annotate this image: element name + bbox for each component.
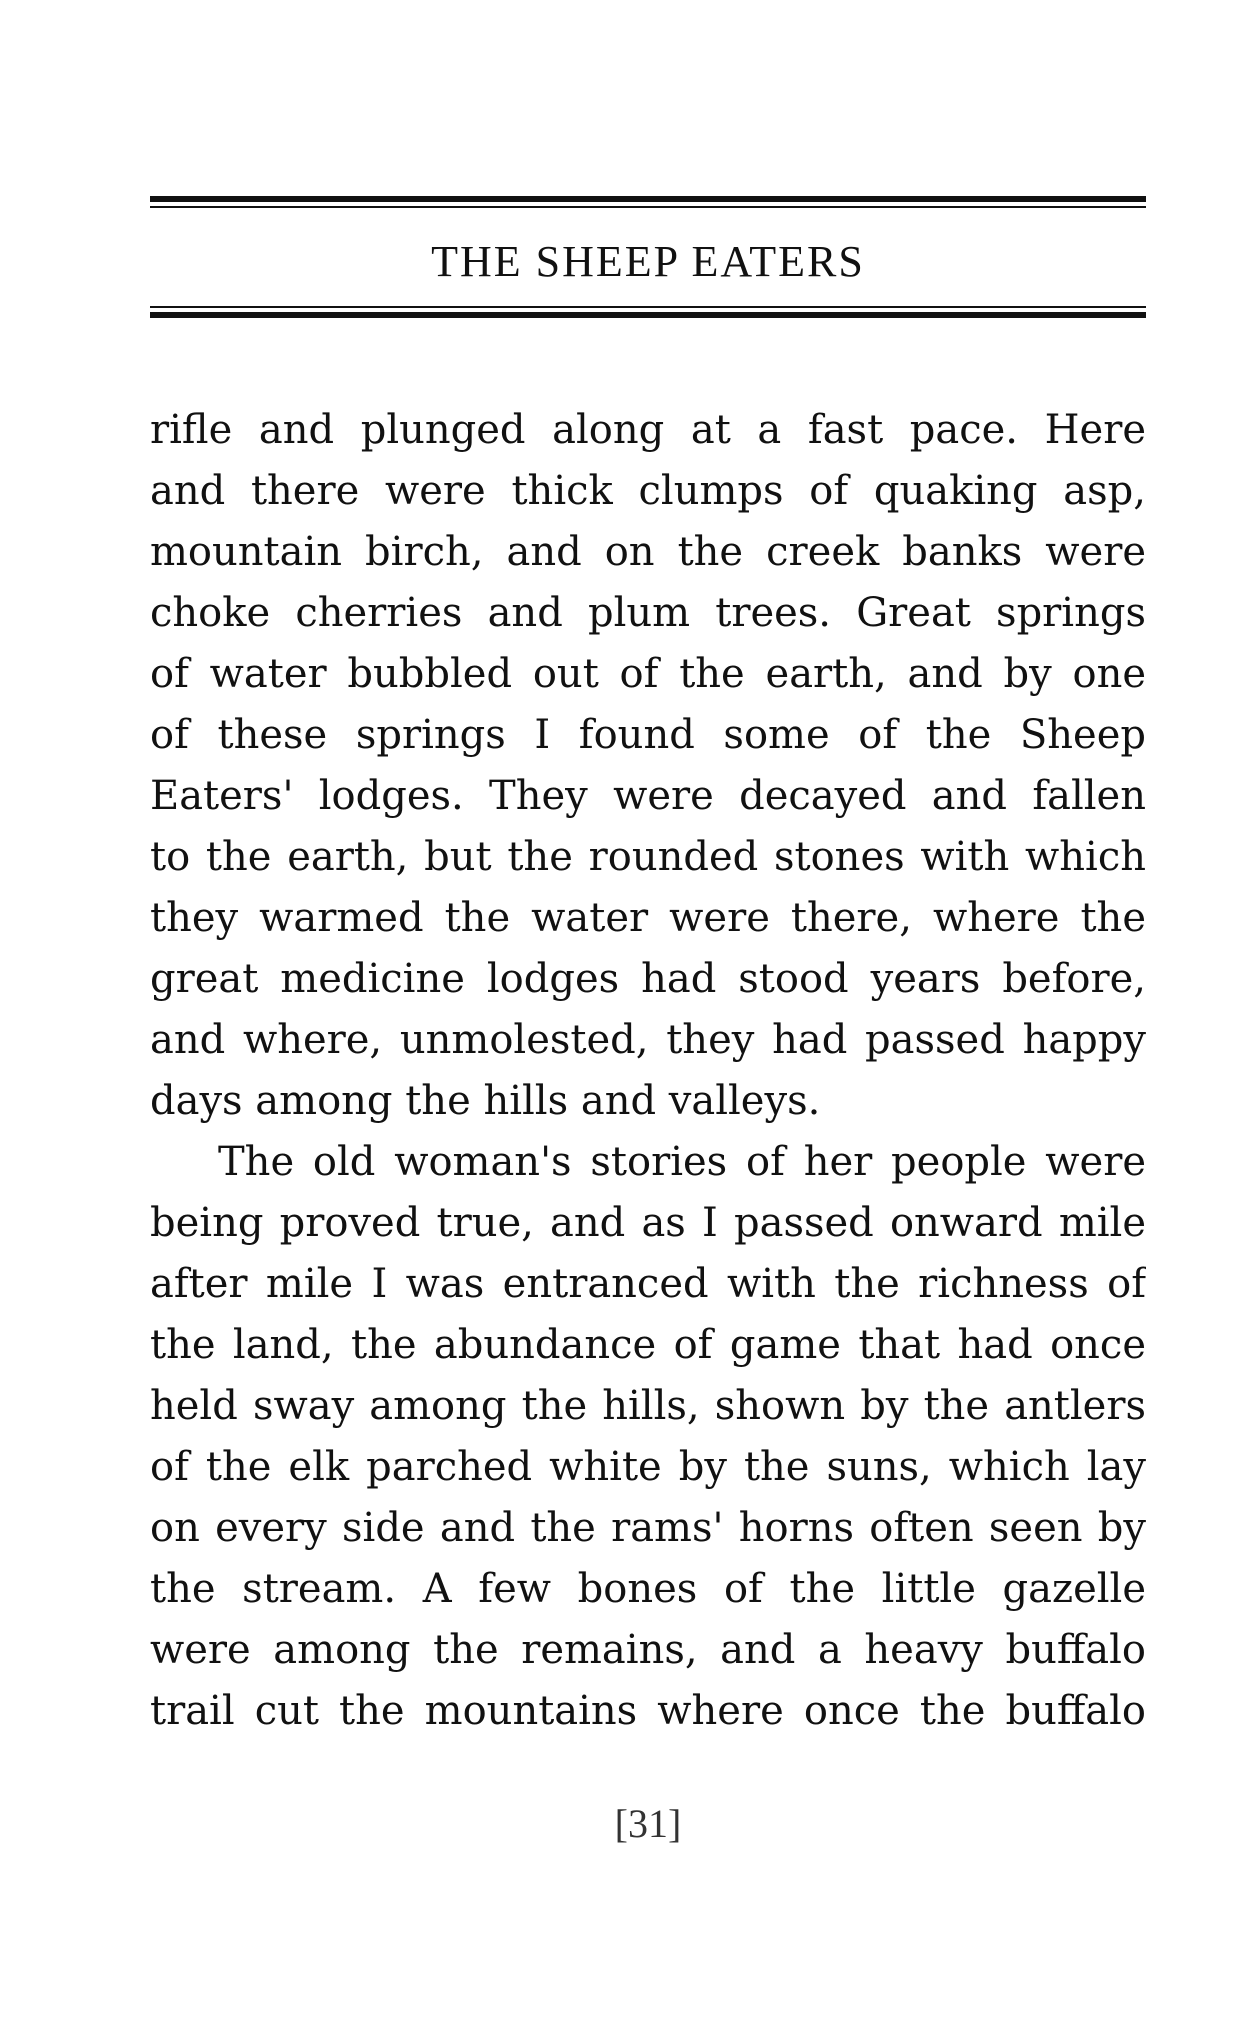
text-line: and there were thick clumps of quaking asp, [150,468,1146,514]
text-line: being proved true, and as I passed onward mile [150,1200,1146,1246]
text-line: choke cherries and plum trees. Great springs [150,590,1146,636]
text-line: rifle and plunged along at a fast pace. Here [150,407,1146,453]
text-line: of water bubbled out of the earth, and by one [150,651,1146,697]
text-line: mountain birch, and on the creek banks were [150,529,1146,575]
page-number: [31] [614,1801,682,1846]
text-line: Eaters' lodges. They were decayed and fallen [150,773,1146,819]
text-line: to the earth, but the rounded stones with which [150,834,1146,880]
paragraph-2 [150,1132,1146,1742]
text-line: they warmed the water were there, where the [150,895,1146,941]
text-line: were among the remains, and a heavy buffalo [150,1627,1146,1673]
body-text [150,400,1146,1742]
text-line: the land, the abundance of game that had once [150,1322,1146,1368]
text-line: of these springs I found some of the Sheep [150,712,1146,758]
text-line: of the elk parched white by the suns, which lay [150,1444,1146,1490]
text-line: the stream. A few bones of the little gazelle [150,1566,1146,1612]
text-line: trail cut the mountains where once the buffalo [150,1688,1146,1734]
running-head: THE SHEEP EATERS [431,237,865,286]
text-line: and where, unmolested, they had passed happy [150,1017,1146,1063]
text-line: held sway among the hills, shown by the antlers [150,1383,1146,1429]
header-rule-top [150,196,1146,208]
text-line: days among the hills and valleys. [150,1078,821,1124]
paragraph-1 [150,400,1146,1132]
text-line: after mile I was entranced with the richness of [150,1261,1146,1307]
text-line: The old woman's stories of her people were [218,1139,1146,1185]
text-line: on every side and the rams' horns often seen by [150,1505,1146,1551]
header-rule-bottom [150,306,1146,318]
text-line: great medicine lodges had stood years before, [150,956,1146,1002]
